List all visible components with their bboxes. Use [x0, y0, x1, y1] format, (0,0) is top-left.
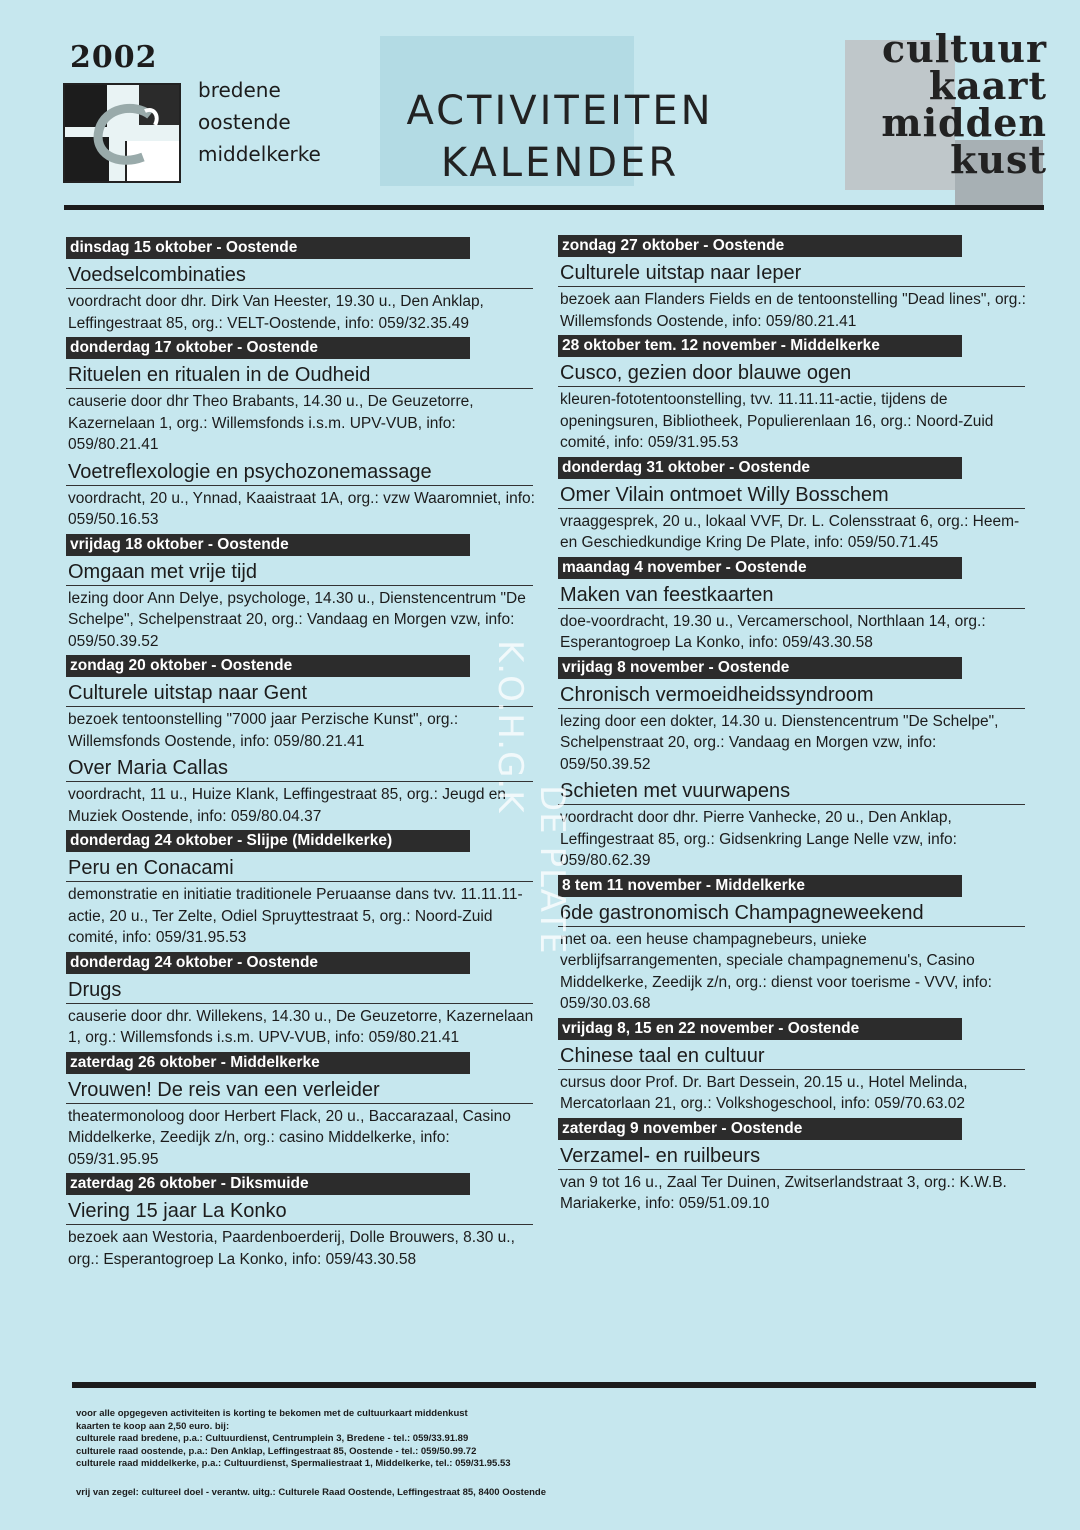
event-title: Omer Vilain ontmoet Willy Bosschem: [558, 483, 1025, 509]
date-block: [66, 1173, 536, 1270]
event-description: vraaggesprek, 20 u., lokaal VVF, Dr. L. Colensstraat 6, org.: Heem- en Geschiedkundige Kring De Plate, info: 059/50.71.45: [560, 512, 1020, 551]
year: 2002: [70, 40, 158, 75]
date-bar: vrijdag 8 november - Oostende: [558, 657, 962, 679]
event-description: lezing door Ann Delye, psychologe, 14.30 u., Dienstencentrum "De Schelpe", Schelpenstraat 20, org.: Vandaag en Morgen vzw, info: 059/50.39.52: [68, 589, 526, 650]
event-title: Culturele uitstap naar Gent: [66, 681, 533, 707]
date-block: [558, 875, 1028, 1015]
event-description: causerie door dhr Theo Brabants, 14.30 u., De Geuzetorre, Kazernelaan 1, org.: Willemsfonds i.s.m. UPV-VUB, info: 059/80.21.41: [68, 393, 474, 453]
date-block: [66, 830, 536, 949]
event-description: bezoek aan Flanders Fields en de tentoonstelling "Dead lines", org.: Willemsfonds Oostende, info: 059/80.21.41: [560, 291, 1026, 330]
event-description: voordracht door dhr. Pierre Vanhecke, 20 u., Den Anklap, Leffingestraat 85, org.: Gidsenkring Lange Nelle vzw, info: 059/80.62.39: [560, 809, 957, 869]
swirl-icon: [65, 85, 181, 183]
event-title: Rituelen en ritualen in de Oudheid: [66, 363, 533, 389]
footer-line: voor alle opgegeven activiteiten is korting te bekomen met de cultuurkaart middenkust: [76, 1408, 468, 1419]
event-description: kleuren-fototentoonstelling, tvv. 11.11.11-actie, tijdens de openingsuren, Bibliotheek, Populierenlaan 16, org.: Noord-Zuid comité, info: 059/31.95.53: [560, 391, 994, 451]
date-bar: zaterdag 26 oktober - Middelkerke: [66, 1052, 470, 1074]
date-block: [66, 337, 536, 531]
date-block: [558, 457, 1028, 554]
logo-line: cultuur: [881, 26, 1047, 71]
date-bar: zondag 27 oktober - Oostende: [558, 235, 962, 257]
event-title: Viering 15 jaar La Konko: [66, 1199, 533, 1225]
event-title: Over Maria Callas: [66, 756, 533, 782]
footer-line: culturele raad oostende, p.a.: Den Anklap, Leffingestraat 85, Oostende - tel.: 059/50.99.72: [76, 1445, 477, 1457]
date-bar: zondag 20 oktober - Oostende: [66, 655, 470, 677]
event-description: cursus door Prof. Dr. Bart Dessein, 20.15 u., Hotel Melinda, Mercatorlaan 21, org.: Volkshogeschool, info: 059/70.63.02: [560, 1073, 968, 1112]
event-title: Voetreflexologie en psychozonemassage: [66, 460, 533, 486]
event-title: Peru en Conacami: [66, 856, 533, 882]
town-name: bredene: [198, 78, 281, 102]
date-block: [558, 657, 1028, 872]
event-description: theatermonoloog door Herbert Flack, 20 u., Baccarazaal, Casino Middelkerke, Zeedijk z/n, org.: casino Middelkerke, info: 059/31.95.95: [68, 1107, 511, 1168]
cultuurkaart-logo: [842, 26, 1047, 182]
event-title: Voedselcombinaties: [66, 263, 533, 289]
footer-notes: [76, 1408, 511, 1471]
watermark: K.O.H.G.K: [490, 640, 530, 814]
date-bar: donderdag 31 oktober - Oostende: [558, 457, 962, 479]
event-description: doe-voordracht, 19.30 u., Vercamerschool, Northlaan 14, org.: Esperantogroep La Konko, info: 059/43.30.58: [560, 612, 986, 651]
event-title: Drugs: [66, 978, 533, 1004]
event-description: voordracht door dhr. Dirk Van Heester, 19.30 u., Den Anklap, Leffingestraat 85, org.: VELT-Oostende, info: 059/32.35.49: [68, 293, 484, 332]
event-title: Schieten met vuurwapens: [558, 779, 1025, 805]
date-bar: 28 oktober tem. 12 november - Middelkerke: [558, 335, 962, 357]
footer-line: kaarten te koop aan 2,50 euro. bij:: [76, 1420, 230, 1432]
event-description: voordracht, 11 u., Huize Klank, Leffingestraat 85, org.: Jeugd en Muziek Oostende, info: 059/80.04.37: [68, 786, 507, 825]
date-bar: donderdag 17 oktober - Oostende: [66, 337, 470, 359]
event-description: met oa. een heuse champagnebeurs, unieke verblijfsarrangementen, speciale champagnemenu's, Casino Middelkerke, Zeedijk z/n, org.: dienst voor toerisme - VVV, info: 059/30.03.68: [560, 930, 992, 1012]
event-description: lezing door een dokter, 14.30 u. Dienstencentrum "De Schelpe", Schelpenstraat 20, org.: Vandaag en Morgen vzw, info: 059/50.39.52: [560, 712, 999, 773]
publisher-line: vrij van zegel: cultureel doel - verantw. uitg.: Culturele Raad Oostende, Leffingestraat 85, 8400 Oostende: [76, 1487, 547, 1498]
culture-logo: [63, 83, 181, 183]
date-bar: dinsdag 15 oktober - Oostende: [66, 237, 470, 259]
event-title: Culturele uitstap naar Ieper: [558, 261, 1025, 287]
event-description: causerie door dhr. Willekens, 14.30 u., De Geuzetorre, Kazernelaan 1, org.: Willemsfonds i.s.m. UPV-VUB, info: 059/80.21.41: [68, 1007, 534, 1046]
header-rule: [64, 205, 1044, 210]
event-title: Cusco, gezien door blauwe ogen: [558, 361, 1025, 387]
event-title: Verzamel- en ruilbeurs: [558, 1144, 1025, 1170]
date-bar: 8 tem 11 november - Middelkerke: [558, 875, 962, 897]
footer-line: culturele raad bredene, p.a.: Cultuurdienst, Centrumplein 3, Bredene - tel.: 059/33.91.89: [76, 1433, 469, 1444]
date-block: [558, 557, 1028, 654]
event-title: Maken van feestkaarten: [558, 583, 1025, 609]
date-bar: vrijdag 18 oktober - Oostende: [66, 534, 470, 556]
date-block: [66, 237, 536, 334]
right-column: [558, 235, 1028, 1218]
watermark: DE PLATE: [532, 785, 572, 955]
title-line: ACTIVITEITEN: [406, 88, 714, 134]
event-description: van 9 tot 16 u., Zaal Ter Duinen, Zwitserlandstraat 3, org.: K.W.B. Mariakerke, info: 059/51.09.10: [560, 1173, 1007, 1212]
town-name: oostende: [198, 110, 291, 134]
town-name: middelkerke: [198, 142, 321, 166]
date-bar: maandag 4 november - Oostende: [558, 557, 962, 579]
event-description: bezoek aan Westoria, Paardenboerderij, Dolle Brouwers, 8.30 u., org.: Esperantogroep La Konko, info: 059/43.30.58: [68, 1229, 515, 1268]
logo-line: kaart: [928, 63, 1047, 108]
event-title: 6de gastronomisch Champagneweekend: [558, 901, 1025, 927]
title-line: KALENDER: [440, 140, 680, 186]
event-title: Omgaan met vrije tijd: [66, 560, 533, 586]
date-block: [558, 335, 1028, 454]
footer-rule: [72, 1382, 1036, 1388]
date-block: [66, 655, 536, 827]
town-list: [198, 74, 321, 170]
date-block: [558, 1018, 1028, 1115]
date-bar: donderdag 24 oktober - Oostende: [66, 952, 470, 974]
page-title: [355, 85, 765, 189]
date-bar: donderdag 24 oktober - Slijpe (Middelkerke): [66, 830, 470, 852]
date-block: [66, 952, 536, 1049]
date-block: [66, 1052, 536, 1171]
event-description: demonstratie en initiatie traditionele Peruaanse dans tvv. 11.11.11-actie, 20 u., Ter Zelte, Odiel Spruyttestraat 5, org.: Noord-Zuid comité, info: 059/31.95.53: [68, 886, 523, 946]
event-title: Vrouwen! De reis van een verleider: [66, 1078, 533, 1104]
footer-line: culturele raad middelkerke, p.a.: Cultuurdienst, Spermaliestraat 1, Middelkerke, tel.: 059/31.95.53: [76, 1458, 511, 1469]
date-bar: vrijdag 8, 15 en 22 november - Oostende: [558, 1018, 962, 1040]
date-block: [558, 1118, 1028, 1215]
event-title: Chinese taal en cultuur: [558, 1044, 1025, 1070]
logo-line: midden: [881, 100, 1047, 145]
event-description: bezoek tentoonstelling "7000 jaar Perzische Kunst", org.: Willemsfonds Oostende, info: 059/80.21.41: [68, 711, 459, 750]
date-block: [66, 534, 536, 653]
left-column: [66, 237, 536, 1273]
date-block: [558, 235, 1028, 332]
event-description: voordracht, 20 u., Ynnad, Kaaistraat 1A, org.: vzw Waaromniet, info: 059/50.16.53: [68, 489, 535, 528]
date-bar: zaterdag 26 oktober - Diksmuide: [66, 1173, 470, 1195]
date-bar: zaterdag 9 november - Oostende: [558, 1118, 962, 1140]
event-title: Chronisch vermoeidheidssyndroom: [558, 683, 1025, 709]
logo-line: kust: [950, 137, 1047, 182]
